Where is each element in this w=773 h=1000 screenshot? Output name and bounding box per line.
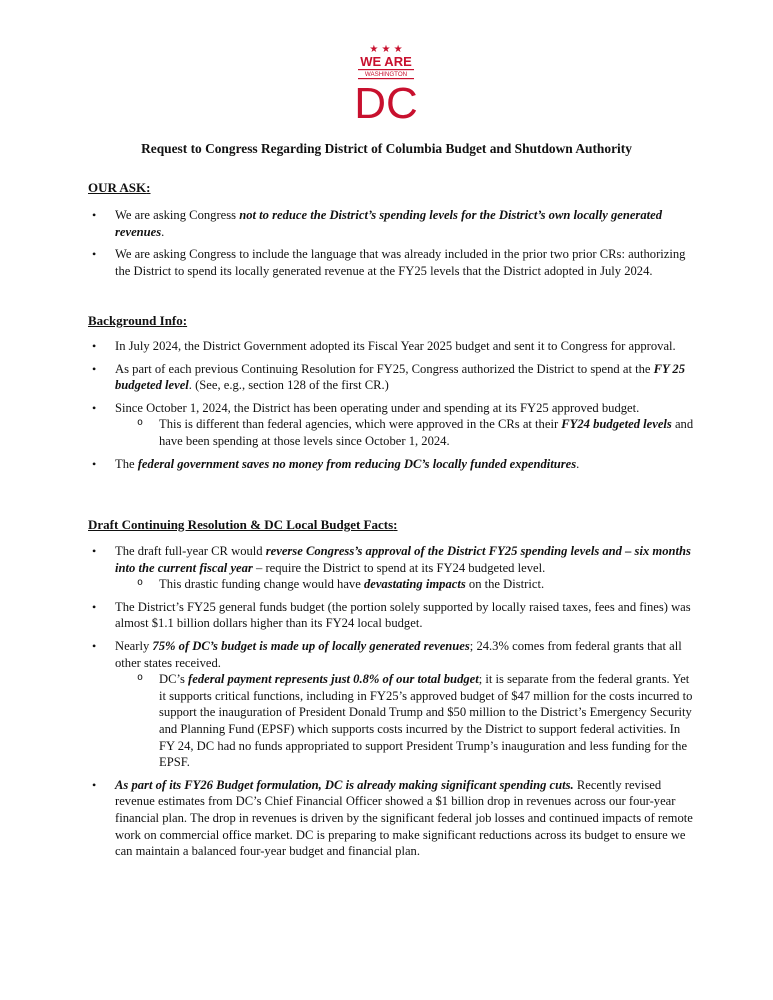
our-ask-heading: OUR ASK: [88,180,151,195]
sub-list [115,416,694,449]
list-item: • In July 2024, the District Government adopted its Fiscal Year 2025 budget and sent it to Congress for approval. [88,338,694,355]
list-item: • Nearly 75% of DC’s budget is made up of locally generated revenues; 24.3% comes from federal grants that all other states received. o DC’s federal payment represents just 0.8% of our total budget; it is separate from the federal grants. Yet it supports critical functions, including in FY25’s approved budget of $47 million for the costs incurred to support the inauguration of President Donald Trump and $50 million to the District’s Emergency Security and Planning Fund (EPSF) which supports costs incurred by the District to support federal activities. In FY 24, DC had no funds appropriated to support President Trump’s inauguration and less funding for the EPSF. [88,638,694,771]
background-info-list [88,338,694,478]
background-info-heading: Background Info: [88,313,188,328]
sub-list [115,671,694,771]
sub-list [115,576,694,593]
draft-cr-heading-text: Draft Continuing Resolution & DC Local Budget Facts [88,517,394,532]
list-item: • Since October 1, 2024, the District has been operating under and spending at its FY25 approved budget. o This is different than federal agencies, which were approved in the CRs at their FY24 budgeted levels and have been spending at those levels since October 1, 2024. [88,400,694,450]
list-item: • As part of each previous Continuing Resolution for FY25, Congress authorized the District to spend at the FY 25 budgeted level. (See, e.g., section 128 of the first CR.) [88,361,694,394]
list-item: • The federal government saves no money from reducing DC’s locally funded expenditures. [88,456,694,473]
our-ask-heading-text: OUR ASK [88,180,147,195]
sub-list-item: o DC’s federal payment represents just 0.8% of our total budget; it is separate from the federal grants. Yet it supports critical functions, including in FY25’s approved budget of $47 million for the costs incurred to support the inauguration of President Donald Trump and $50 million to the District’s Emergency Security and Planning Fund (EPSF) which supports costs incurred by the District to support federal activities. In FY 24, DC had no funds appropriated to support President Trump’s inauguration and less funding for the EPSF. [115,671,694,771]
sub-list-item: o This drastic funding change would have devastating impacts on the District. [115,576,694,593]
list-item: • We are asking Congress not to reduce the District’s spending levels for the District’s own locally generated revenues. [88,207,694,240]
our-ask-list [88,207,694,285]
we-are-washington-dc-logo [350,42,422,124]
logo-we-are: WE ARE [360,54,412,69]
list-item: • The District’s FY25 general funds budget (the portion solely supported by locally raised taxes, fees and fines) was almost $1.1 billion dollars higher than its FY24 local budget. [88,599,694,632]
draft-cr-list [88,543,694,866]
document-title: Request to Congress Regarding District of Columbia Budget and Shutdown Authority [141,141,632,156]
list-item: • As part of its FY26 Budget formulation, DC is already making significant spending cuts. Recently revised revenue estimates from DC’s Chief Financial Officer showed a $1 billion drop in revenues across our four-year financial plan. The drop in revenues is driven by the significant federal job losses and continued impacts of remote work on commercial office market. DC is preparing to make significant reductions across its budget to ensure we can maintain a balanced four-year budget and financial plan. [88,777,694,860]
background-info-heading-text: Background Info [88,313,183,328]
draft-cr-heading: Draft Continuing Resolution & DC Local Budget Facts: [88,517,398,532]
sub-list-item: o This is different than federal agencies, which were approved in the CRs at their FY24 budgeted levels and have been spending at those levels since October 1, 2024. [115,416,694,449]
list-item: • The draft full-year CR would reverse Congress’s approval of the District FY25 spending levels and – six months into the current fiscal year – require the District to spend at its FY24 budgeted level. o This drastic funding change would have devastating impacts on the District. [88,543,694,593]
logo-dc: DC [354,79,418,124]
logo-washington: WASHINGTON [364,71,408,78]
logo-stars: ★ ★ ★ [369,44,403,55]
list-item: • We are asking Congress to include the language that was already included in the prior two prior CRs: authorizing the District to spend its locally generated revenue at the FY25 levels that the District adopted in July 2024. [88,246,694,279]
